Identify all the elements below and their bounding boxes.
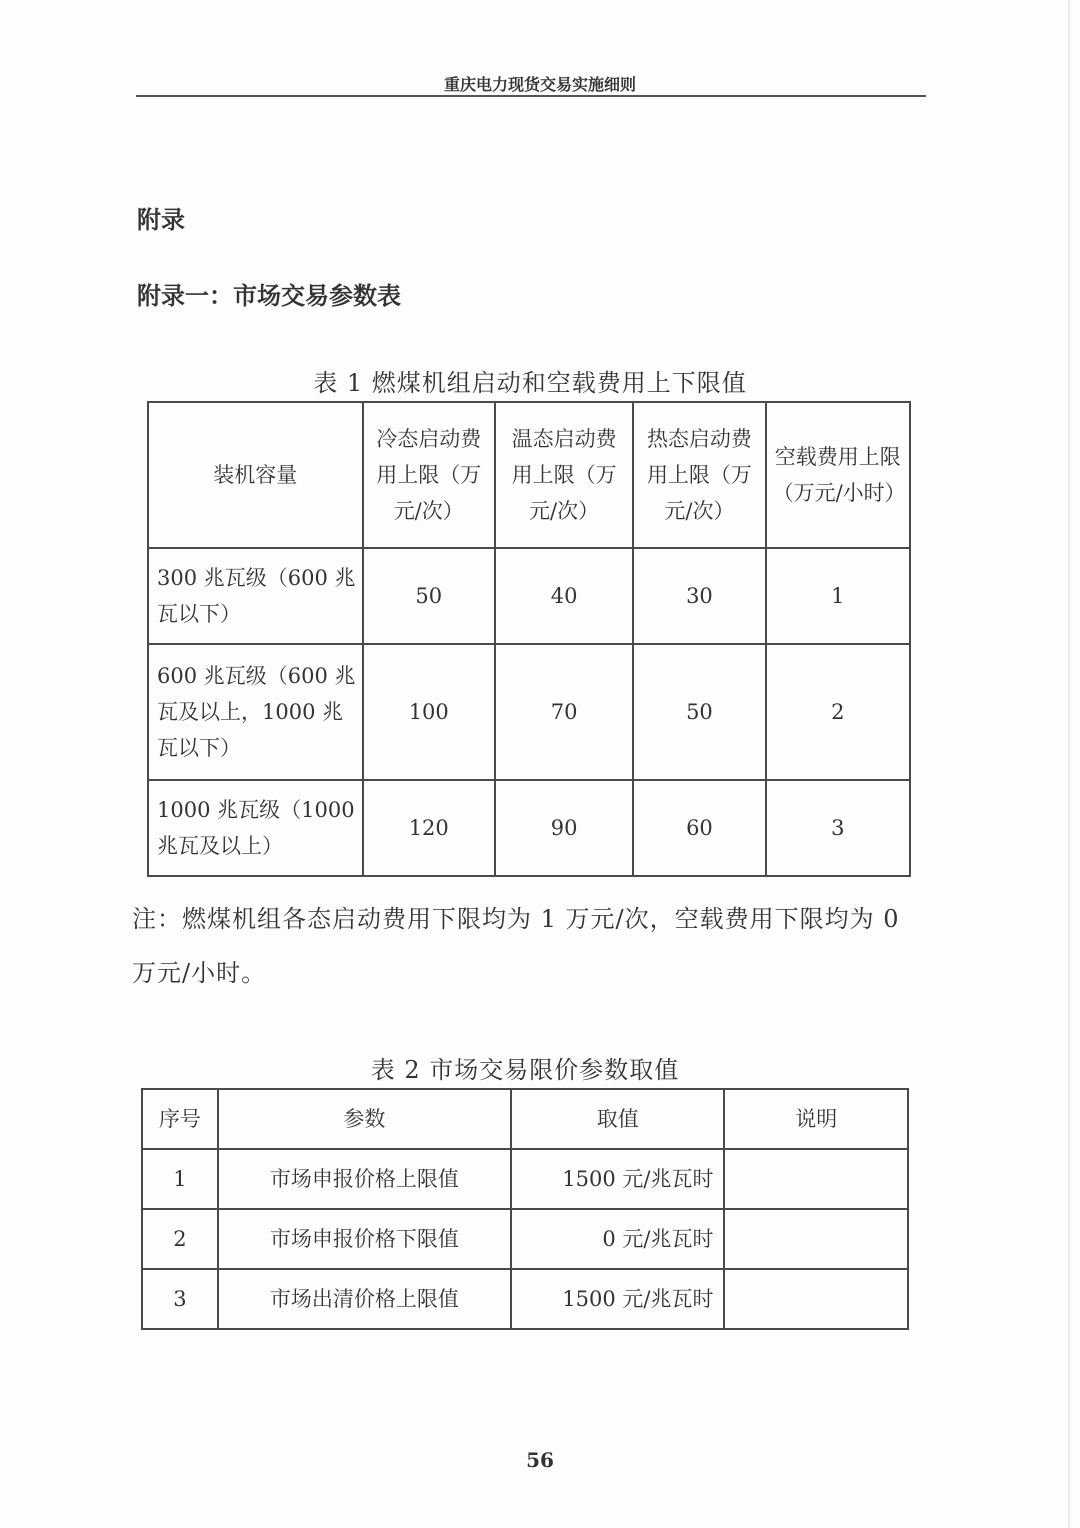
cell: 600 兆瓦级（600 兆瓦及以上，1000 兆瓦以下） [148,644,363,780]
table-row [142,1149,908,1209]
table1-note: 注：燃煤机组各态启动费用下限均为 1 万元/次，空载费用下限均为 0 万元/小时。 [132,905,900,987]
cell: 300 兆瓦级（600 兆瓦以下） [148,548,363,644]
cell: 50 [363,548,495,644]
table-row [148,548,910,644]
table1-caption: 表 1 燃煤机组启动和空载费用上下限值 [313,369,747,397]
cell: 市场出清价格上限值 [218,1269,511,1329]
table-price-limits [141,1088,909,1330]
cell: 1500 元/兆瓦时 [511,1269,725,1329]
cell: 1500 元/兆瓦时 [511,1149,725,1209]
cell: 30 [633,548,765,644]
cell: 0 元/兆瓦时 [511,1209,725,1269]
cell: 1000 兆瓦级（1000 兆瓦及以上） [148,780,363,876]
cell: 市场申报价格上限值 [218,1149,511,1209]
cell: 2 [766,644,910,780]
cell: 3 [142,1269,218,1329]
table-row [148,644,910,780]
cell: 90 [495,780,633,876]
cell: 2 [142,1209,218,1269]
heading-appendix: 附录 [137,206,185,234]
cell: 100 [363,644,495,780]
table-startup-costs [147,401,911,877]
cell [724,1209,908,1269]
column-header: 热态启动费用上限（万元/次） [633,402,765,548]
cell: 120 [363,780,495,876]
table-header-row [142,1089,908,1149]
cell [724,1269,908,1329]
cell: 市场申报价格下限值 [218,1209,511,1269]
cell: 40 [495,548,633,644]
cell: 1 [766,548,910,644]
table-header-row [148,402,910,548]
scan-edge [1068,0,1070,1528]
table-row [148,780,910,876]
column-header: 空载费用上限（万元/小时） [766,402,910,548]
cell: 3 [766,780,910,876]
column-header: 取值 [511,1089,725,1149]
table-row [142,1209,908,1269]
running-header: 重庆电力现货交易实施细则 [443,75,636,94]
table2-caption: 表 2 市场交易限价参数取值 [370,1056,680,1084]
column-header: 说明 [724,1089,908,1149]
column-header: 参数 [218,1089,511,1149]
table-row [142,1269,908,1329]
column-header: 冷态启动费用上限（万元/次） [363,402,495,548]
header-rule [136,95,926,97]
heading-appendix-1: 附录一：市场交易参数表 [137,282,401,310]
page-number: 56 [526,1448,554,1472]
cell: 70 [495,644,633,780]
column-header: 温态启动费用上限（万元/次） [495,402,633,548]
column-header: 序号 [142,1089,218,1149]
cell: 60 [633,780,765,876]
cell [724,1149,908,1209]
cell: 1 [142,1149,218,1209]
cell: 50 [633,644,765,780]
column-header: 装机容量 [148,402,363,548]
